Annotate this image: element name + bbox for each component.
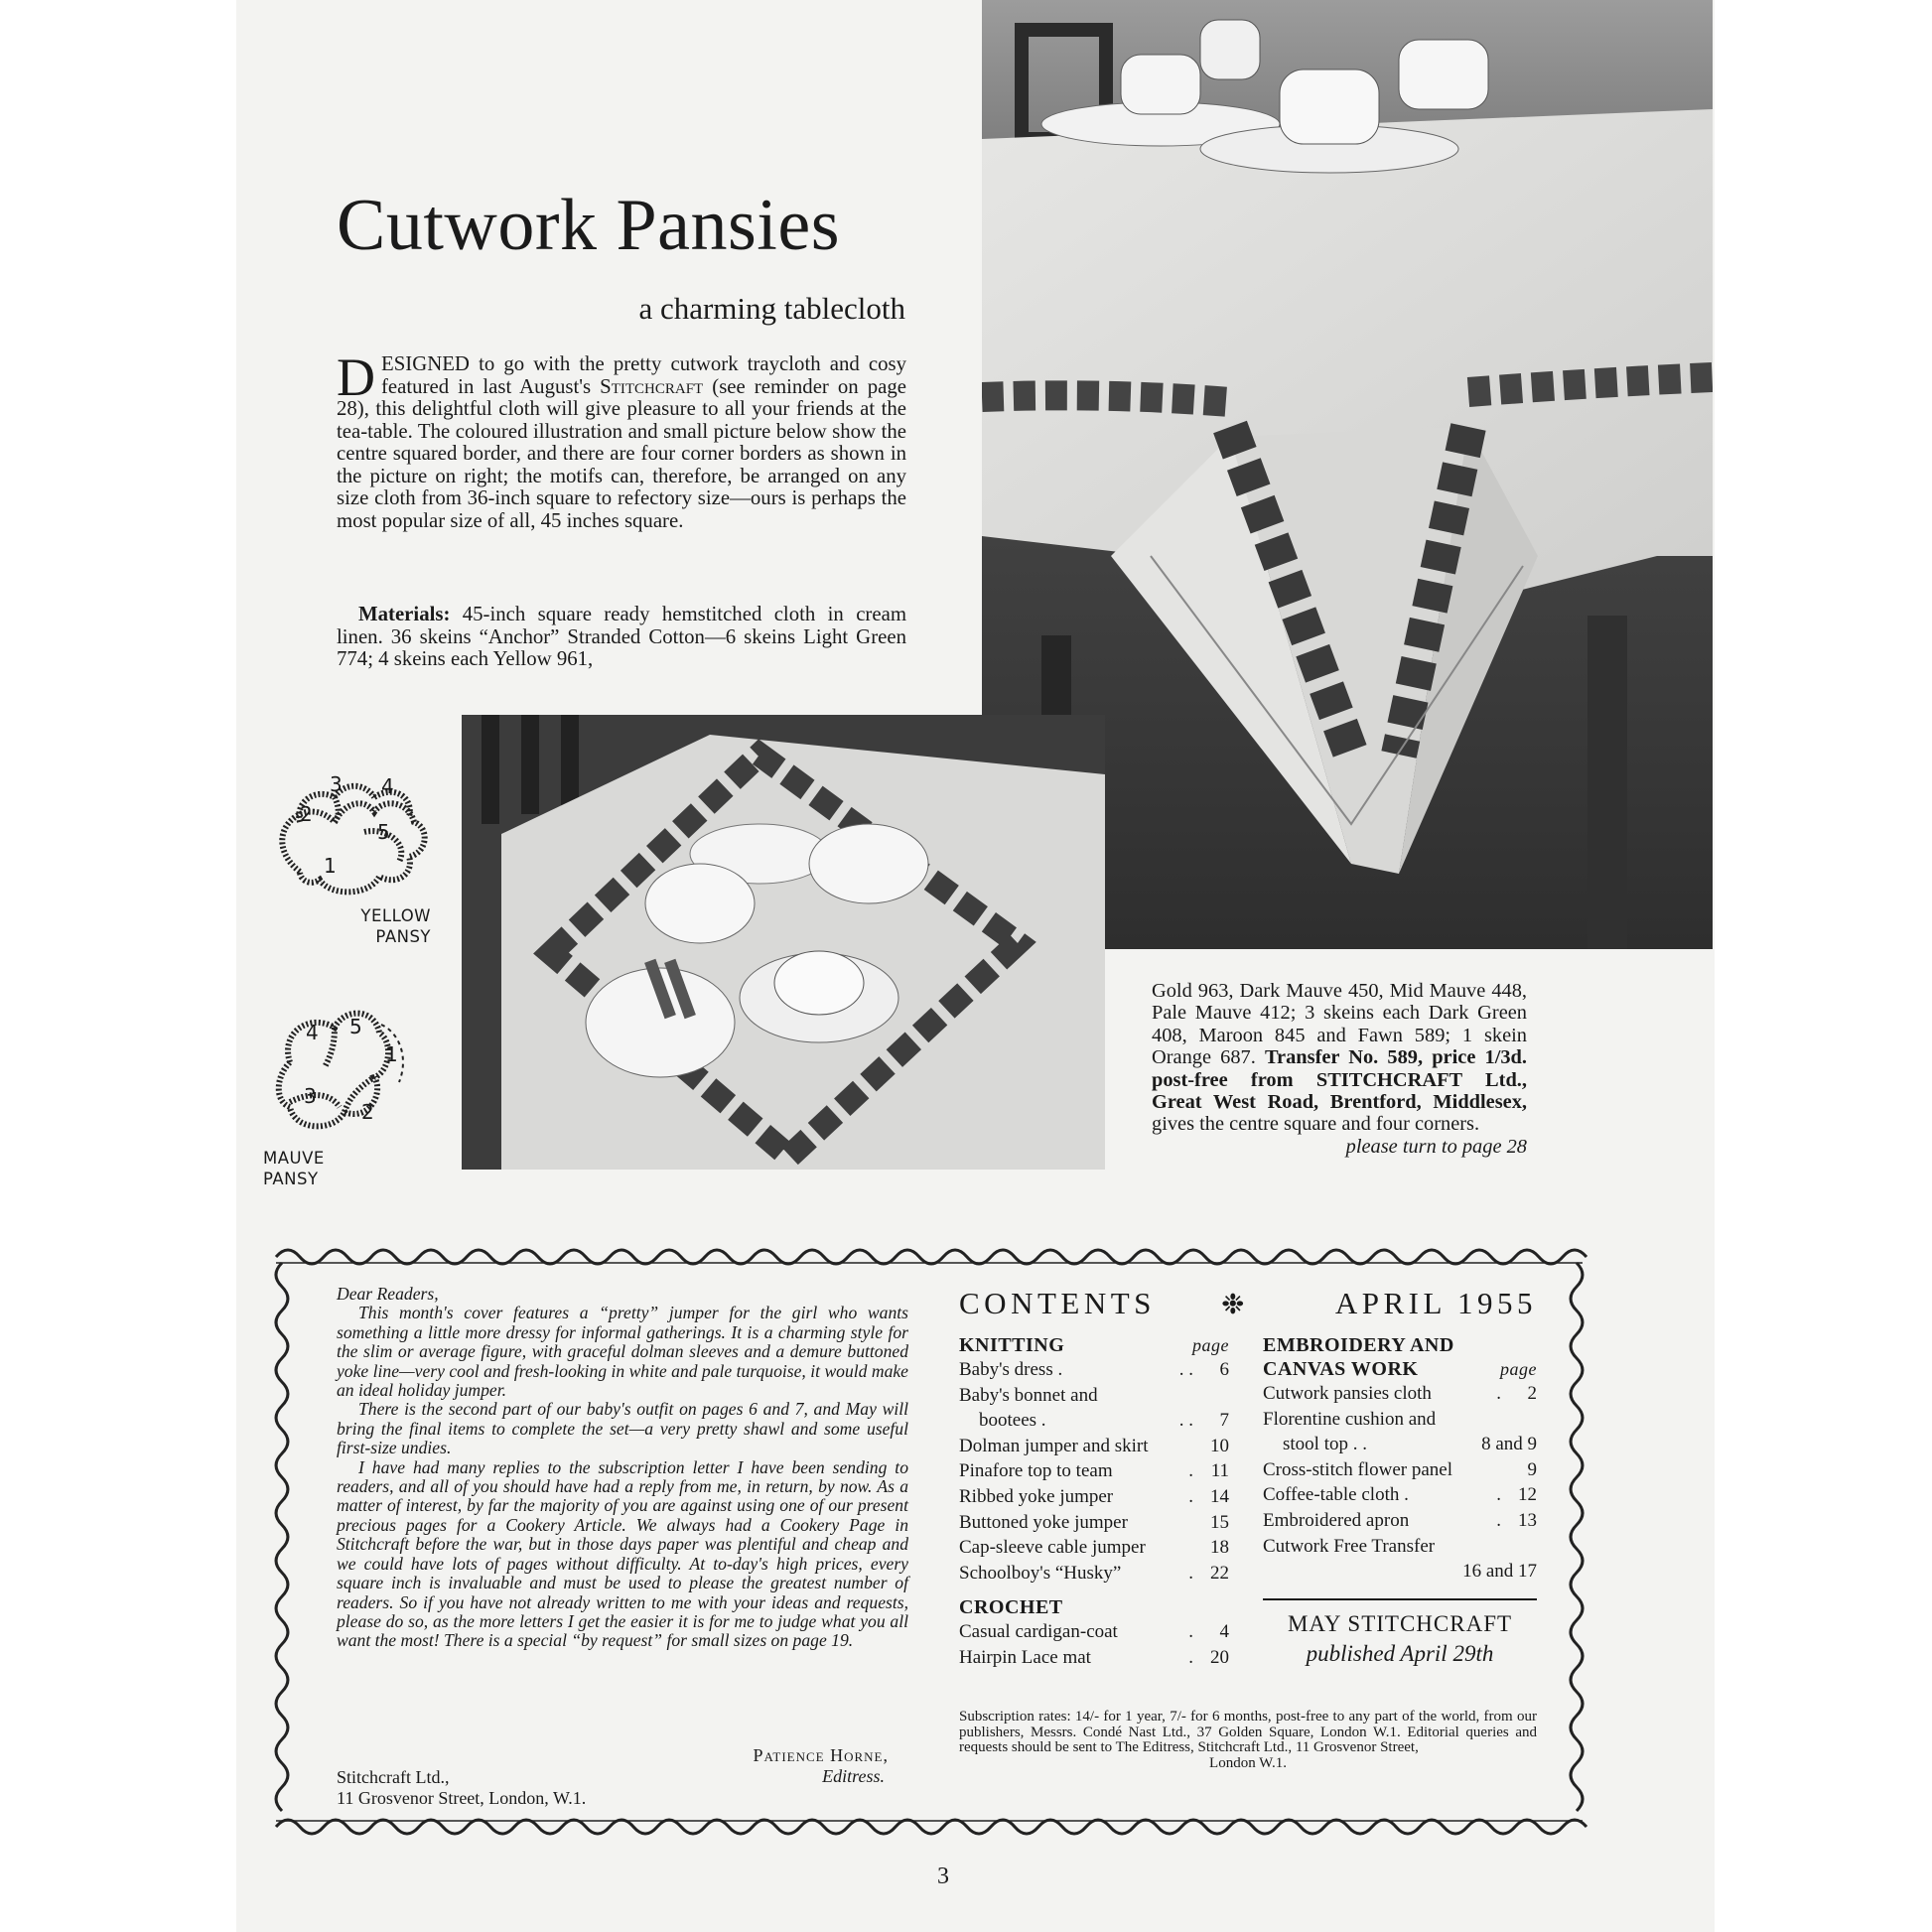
- knitting-item-label: Schoolboy's “Husky”: [959, 1562, 1122, 1584]
- crochet-contents-item: [959, 1619, 1229, 1645]
- knitting-section-title: [959, 1333, 1229, 1357]
- divider-rule: [1263, 1598, 1537, 1600]
- mauve-petal-3: 3: [304, 1084, 317, 1108]
- knitting-item-page: 7: [1219, 1410, 1229, 1432]
- article-subtitle: a charming tablecloth: [638, 291, 905, 326]
- embroidery-item-leader-dots: .: [1496, 1383, 1501, 1404]
- contents-right-column: [1263, 1333, 1537, 1585]
- knitting-item-page: 11: [1210, 1460, 1229, 1482]
- embroidery-item-label: Cutwork Free Transfer: [1263, 1535, 1436, 1557]
- embroidery-title-line1: EMBROIDERY AND: [1263, 1334, 1454, 1356]
- embroidery-list: [1263, 1381, 1537, 1585]
- crochet-item-leader-dots: .: [1188, 1621, 1193, 1643]
- crochet-section-title: [959, 1595, 1229, 1619]
- embroidery-contents-item: [1263, 1534, 1537, 1560]
- embroidery-item-label: Cross-stitch flower panel: [1263, 1458, 1453, 1480]
- crochet-item-label: Hairpin Lace mat: [959, 1646, 1091, 1668]
- knitting-contents-item: [959, 1357, 1229, 1383]
- embroidery-item-label: Embroidered apron: [1263, 1509, 1410, 1531]
- embroidery-item-label: stool top . .: [1283, 1434, 1367, 1455]
- embroidery-contents-item: [1263, 1432, 1537, 1457]
- yellow-petal-1: 1: [324, 854, 337, 878]
- knitting-item-label: Pinafore top to team: [959, 1460, 1113, 1482]
- knitting-item-page: 15: [1210, 1511, 1229, 1533]
- drop-cap: D: [337, 347, 375, 407]
- embroidery-contents-item: [1263, 1482, 1537, 1508]
- mauve-petal-2: 2: [361, 1100, 374, 1124]
- crochet-title: CROCHET: [959, 1596, 1063, 1619]
- yellow-petal-4: 4: [381, 774, 394, 798]
- materials-text: 45-inch square ready hemstitched cloth in cream linen. 36 skeins “Anchor” Stranded Cotton—6 skeins Light Green 774; 4 skeins each Yellow 961,: [337, 603, 906, 670]
- intro-text-first: ESIGNED to go with the pretty cutwork traycloth and cosy featured in last August's: [381, 352, 906, 398]
- knitting-item-page: 10: [1210, 1435, 1229, 1456]
- knitting-item-label: Baby's dress .: [959, 1359, 1063, 1380]
- knitting-contents-item: [959, 1484, 1229, 1510]
- embroidery-item-leader-dots: .: [1496, 1484, 1501, 1506]
- article-title: Cutwork Pansies: [337, 185, 840, 266]
- knitting-title: KNITTING: [959, 1334, 1065, 1356]
- embroidery-section-title-2: [1263, 1357, 1537, 1381]
- mauve-petal-4: 4: [306, 1021, 319, 1044]
- embroidery-page-label: page: [1500, 1359, 1537, 1379]
- transfer-info: Transfer No. 589, price 1/3d. post-free from STITCHCRAFT Ltd., Great West Road, Brentford, Middlesex,: [1152, 1046, 1527, 1114]
- embroidery-item-page: 12: [1518, 1484, 1537, 1506]
- materials-label: Materials:: [358, 603, 451, 625]
- yellow-pansy-label: [351, 905, 431, 947]
- embroidery-section-title: [1263, 1333, 1537, 1357]
- knitting-item-page: 14: [1210, 1485, 1229, 1507]
- yellow-label-line2: PANSY: [375, 927, 431, 946]
- next-issue-notice: [1256, 1611, 1544, 1667]
- subscription-last-line: London W.1.: [1209, 1754, 1287, 1771]
- letter-paragraph-3: I have had many replies to the subscription letter I have been sending to readers, and all of you should have had a reply from me, in return, by now. As a matter of interest, by far the majority of you are against using one of our present precious pages for a Cookery Article. We always had a Cookery Page in Stitchcraft before the war, but in those days paper was plentiful and cheap and we could have lots of pages without difficulty. At to-day's high prices, every square inch is invaluable and must be used to please the greatest number of readers. So if you have not already written to me with your ideas and requests, please do so, as the more letters I get the easier it is for me to judge what you all want the most! There is a special “by request” for small sizes on page 19.: [337, 1456, 908, 1651]
- knitting-item-page: 18: [1210, 1537, 1229, 1559]
- embroidery-contents-item: [1263, 1559, 1537, 1585]
- letter-signature: [337, 1745, 893, 1809]
- embroidery-item-page: 13: [1518, 1509, 1537, 1531]
- centre-square-photo: [462, 715, 1105, 1170]
- contents-heading: [959, 1286, 1537, 1321]
- knitting-contents-item: [959, 1561, 1229, 1587]
- snowflake-icon: ❉: [1221, 1288, 1249, 1320]
- crochet-list: [959, 1619, 1229, 1670]
- knitting-item-page: 22: [1210, 1562, 1229, 1584]
- mauve-label-line1: MAUVE: [263, 1149, 325, 1168]
- editors-letter: [337, 1285, 908, 1651]
- knitting-list: [959, 1357, 1229, 1586]
- embroidery-title-line2: CANVAS WORK: [1263, 1358, 1419, 1380]
- may-title: MAY STITCHCRAFT: [1287, 1611, 1513, 1636]
- knitting-item-label: Cap-sleeve cable jumper: [959, 1537, 1146, 1559]
- contents-left-column: [959, 1333, 1229, 1671]
- address-line-1: Stitchcraft Ltd.,: [337, 1767, 450, 1787]
- knitting-item-leader-dots: .: [1188, 1485, 1193, 1507]
- yellow-petal-3: 3: [330, 772, 343, 796]
- knitting-contents-item: [959, 1458, 1229, 1484]
- knitting-item-label: Dolman jumper and skirt: [959, 1435, 1149, 1456]
- turn-page-note: please turn to page 28: [1345, 1135, 1527, 1158]
- knitting-item-label: Baby's bonnet and: [959, 1384, 1098, 1406]
- crochet-item-page: 4: [1219, 1621, 1229, 1643]
- materials-paragraph: [337, 604, 906, 671]
- mauve-petal-1: 1: [385, 1042, 398, 1066]
- address-line-2: 11 Grosvenor Street, London, W.1.: [337, 1788, 587, 1808]
- intro-text-rest: (see reminder on page 28), this delightful cloth will give pleasure to all your friends at the tea-table. The coloured illustration and small picture below show the centre squared border, and there are four corner borders as shown in the picture on right; the motifs can, therefore, be arranged on any size cloth from 36-inch square to refectory size—ours is perhaps the most popular size of all, 45 inches square.: [337, 374, 906, 532]
- knitting-page-label: page: [1192, 1335, 1229, 1355]
- crochet-item-leader-dots: .: [1188, 1646, 1193, 1668]
- knitting-item-page: 6: [1219, 1359, 1229, 1380]
- knitting-contents-item: [959, 1383, 1229, 1409]
- continued-text: Gold 963, Dark Mauve 450, Mid Mauve 448, Pale Mauve 412; 3 skeins each Dark Green 408, Maroon 845 and Fawn 589; 1 skein Orange 687.: [1152, 980, 1527, 1069]
- knitting-contents-item: [959, 1535, 1229, 1561]
- signature-name: Patience Horne,: [753, 1745, 889, 1765]
- page-number: 3: [937, 1863, 949, 1889]
- signature-role: Editress.: [822, 1766, 885, 1786]
- embroidery-item-page: 8 and 9: [1481, 1434, 1537, 1455]
- yellow-petal-2: 2: [300, 802, 313, 826]
- mauve-pansy-label: [263, 1148, 343, 1189]
- materials-continued: [1152, 980, 1527, 1158]
- embroidery-contents-item: [1263, 1508, 1537, 1534]
- may-date: published April 29th: [1306, 1641, 1494, 1666]
- embroidery-item-label: Florentine cushion and: [1263, 1408, 1437, 1430]
- knitting-item-leader-dots: .: [1188, 1562, 1193, 1584]
- crochet-item-page: 20: [1210, 1646, 1229, 1668]
- subscription-text: Subscription rates: 14/- for 1 year, 7/- for 6 months, post-free to any part of the world, from our publishers, Messrs. Condé Nast Ltd., 37 Golden Square, London W.1. Editorial queries and requests should be sent to The Editress, Stitchcraft Ltd., 11 Grosvenor Street,: [959, 1709, 1537, 1756]
- knitting-contents-item: [959, 1510, 1229, 1536]
- letter-greeting: Dear Readers,: [337, 1284, 439, 1304]
- article-intro: [337, 347, 906, 532]
- knitting-contents-item: [959, 1408, 1229, 1434]
- embroidery-item-label: Cutwork pansies cloth: [1263, 1383, 1432, 1404]
- embroidery-item-page: 16 and 17: [1462, 1561, 1537, 1583]
- knitting-contents-item: [959, 1434, 1229, 1459]
- letter-paragraph-2: There is the second part of our baby's outfit on pages 6 and 7, and May will bring the final items to complete the set—a very pretty shawl and some useful first-size undies.: [337, 1399, 908, 1458]
- embroidery-item-leader-dots: .: [1496, 1509, 1501, 1531]
- yellow-pansy-diagram: [270, 762, 439, 903]
- embroidery-item-page: 2: [1527, 1383, 1537, 1404]
- subscription-notice: [959, 1710, 1537, 1771]
- contents-issue: APRIL 1955: [1334, 1286, 1537, 1320]
- embroidery-contents-item: [1263, 1407, 1537, 1433]
- crochet-contents-item: [959, 1645, 1229, 1671]
- mauve-petal-5: 5: [349, 1015, 362, 1038]
- intro-magazine-name: Stitchcraft: [600, 374, 704, 398]
- mauve-pansy-diagram: [270, 993, 439, 1144]
- transfer-rest: gives the centre square and four corners.: [1152, 1113, 1480, 1136]
- letter-paragraph-1: This month's cover features a “pretty” jumper for the girl who wants something a little more dressy for informal gatherings. It is a charming style for the slim or average figure, with graceful dolman sleeves and a demure buttoned yoke line—very cool and fresh-looking in white and pale turquoise, it would make an ideal holiday jumper.: [337, 1303, 908, 1401]
- mauve-label-line2: PANSY: [263, 1170, 319, 1188]
- embroidery-contents-item: [1263, 1381, 1537, 1407]
- embroidery-item-label: Coffee-table cloth .: [1263, 1484, 1409, 1506]
- knitting-item-leader-dots: . .: [1178, 1410, 1193, 1432]
- knitting-item-leader-dots: . .: [1178, 1359, 1193, 1380]
- embroidery-contents-item: [1263, 1457, 1537, 1483]
- yellow-petal-5: 5: [377, 820, 390, 844]
- yellow-label-line1: YELLOW: [360, 906, 431, 925]
- contents-title: CONTENTS: [959, 1286, 1156, 1320]
- knitting-item-label: bootees .: [979, 1410, 1046, 1432]
- embroidery-item-page: 9: [1527, 1458, 1537, 1480]
- knitting-item-leader-dots: .: [1188, 1460, 1193, 1482]
- knitting-item-label: Buttoned yoke jumper: [959, 1511, 1128, 1533]
- knitting-item-label: Ribbed yoke jumper: [959, 1485, 1114, 1507]
- crochet-item-label: Casual cardigan-coat: [959, 1621, 1118, 1643]
